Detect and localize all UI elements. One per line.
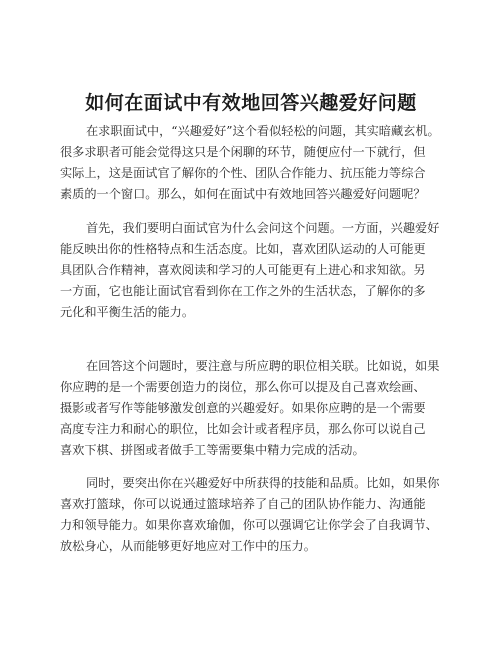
paragraph-line: 能反映出你的性格特点和生活态度。比如，喜欢团队运动的人可能更 — [60, 242, 426, 256]
paragraph-line: 你应聘的是一个需要创造力的岗位，那么你可以提及自己喜欢绘画、 — [60, 380, 426, 394]
paragraph-line: 素质的一个窗口。那么，如何在面试中有效地回答兴趣爱好问题呢？ — [60, 187, 426, 201]
paragraph-line: 喜欢打篮球，你可以说通过篮球培养了自己的团队协作能力、沟通能 — [60, 497, 426, 511]
paragraph-line: 在求职面试中，“兴趣爱好”这个看似轻松的问题，其实暗藏玄机。 — [86, 124, 440, 138]
paragraph-relate-to-job — [60, 356, 450, 461]
paragraph-line: 力和领导能力。如果你喜欢瑜伽，你可以强调它让你学会了自我调节、 — [60, 518, 438, 532]
paragraph-line: 摄影或者写作等能够激发创意的兴趣爱好。如果你应聘的是一个需要 — [60, 401, 426, 415]
paragraph-line: 实际上，这是面试官了解你的个性、团队合作能力、抗压能力等综合 — [60, 166, 426, 180]
paragraph-skills — [60, 473, 450, 557]
paragraph-line: 很多求职者可能会觉得这只是个闲聊的环节，随便应付一下就行，但 — [60, 145, 426, 159]
document-title: 如何在面试中有效地回答兴趣爱好问题 — [85, 92, 417, 114]
paragraph-line: 喜欢下棋、拼图或者做手工等需要集中精力完成的活动。 — [60, 443, 365, 457]
paragraph-line: 在回答这个问题时，要注意与所应聘的职位相关联。比如说，如果 — [86, 359, 440, 373]
paragraph-line: 同时，要突出你在兴趣爱好中所获得的技能和品质。比如，如果你 — [86, 476, 440, 490]
paragraph-line: 首先，我们要明白面试官为什么会问这个问题。一方面，兴趣爱好 — [86, 221, 440, 235]
paragraph-line: 放松身心，从而能够更好地应对工作中的压力。 — [60, 539, 316, 553]
paragraph-line: 具团队合作精神，喜欢阅读和学习的人可能更有上进心和求知欲。另 — [60, 263, 426, 277]
paragraph-line: 元化和平衡生活的能力。 — [60, 305, 195, 319]
paragraph-line: 高度专注力和耐心的职位，比如会计或者程序员，那么你可以说自己 — [60, 422, 426, 436]
paragraph-intro — [60, 121, 450, 205]
paragraph-line: 一方面，它也能让面试官看到你在工作之外的生活状态，了解你的多 — [60, 284, 426, 298]
paragraph-why-asked — [60, 218, 450, 323]
